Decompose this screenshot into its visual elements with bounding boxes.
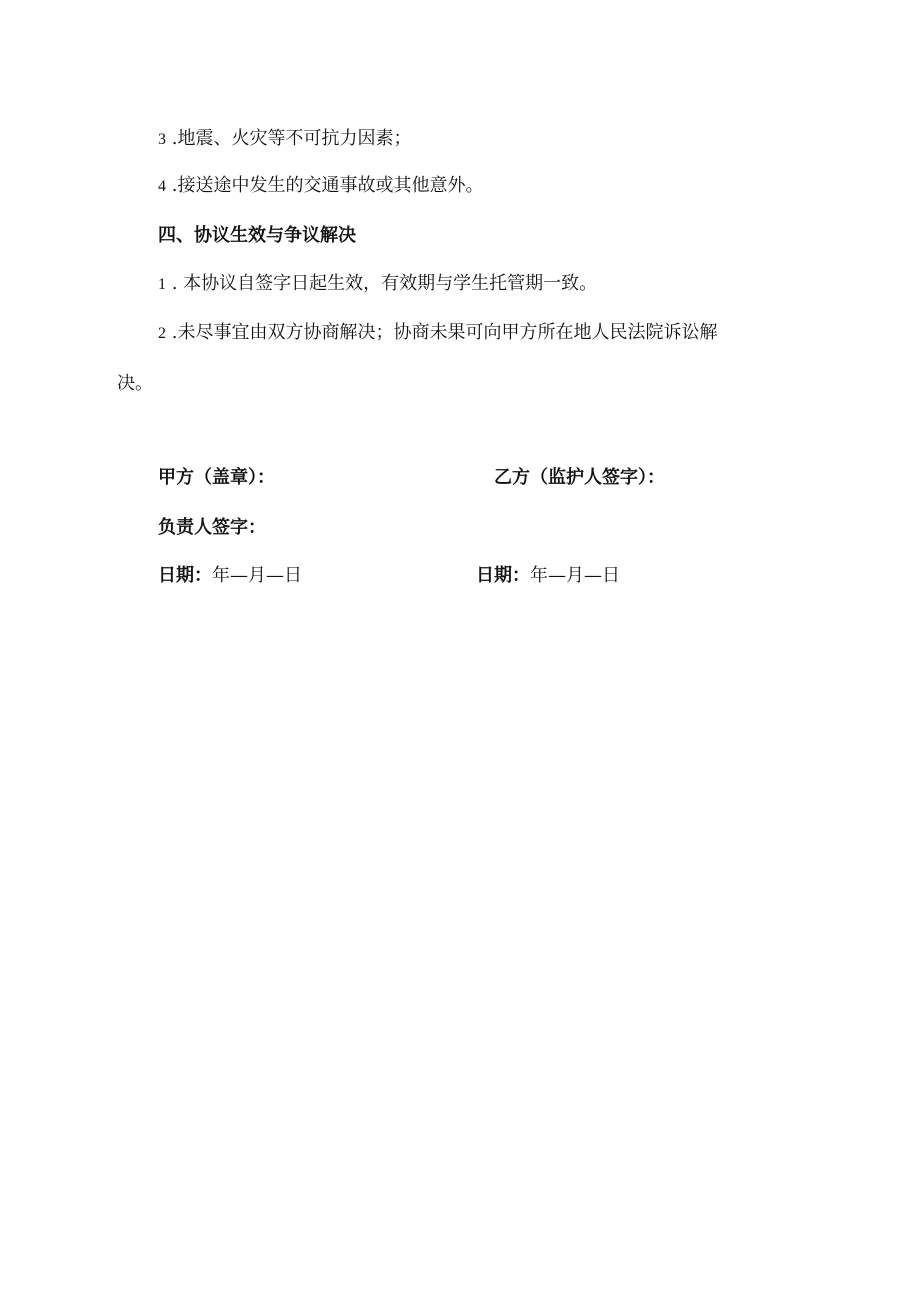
section-heading: 四、协议生效与争议解决 bbox=[158, 225, 356, 246]
item-number: 1 bbox=[158, 276, 166, 293]
list-item bbox=[158, 272, 597, 297]
date-value: 年—月—日 bbox=[212, 565, 302, 586]
party-a-date bbox=[158, 564, 302, 588]
party-b-date bbox=[476, 564, 620, 588]
date-label: 日期： bbox=[476, 565, 530, 586]
date-value: 年—月—日 bbox=[530, 565, 620, 586]
party-b-signature-label: 乙方（监护人签字）： bbox=[494, 467, 665, 488]
item-number: 2 bbox=[158, 325, 166, 342]
item-number: 4 bbox=[158, 178, 166, 195]
party-a-seal-label: 甲方（盖章）： bbox=[158, 467, 275, 488]
item-text-continuation: 决。 bbox=[117, 373, 153, 394]
item-number: 3 bbox=[158, 131, 166, 148]
item-text: . 本协议自签字日起生效，有效期与学生托管期一致。 bbox=[171, 273, 598, 294]
responsible-person-signature-label: 负责人签字： bbox=[158, 517, 266, 538]
item-text: .未尽事宜由双方协商解决；协商未果可向甲方所在地人民法院诉讼解 bbox=[171, 322, 718, 343]
item-text: .接送途中发生的交通事故或其他意外。 bbox=[171, 175, 484, 196]
list-item bbox=[158, 174, 483, 199]
date-label: 日期： bbox=[158, 565, 212, 586]
list-item bbox=[158, 321, 717, 346]
item-text: .地震、火灾等不可抗力因素； bbox=[171, 128, 412, 149]
list-item bbox=[158, 127, 411, 152]
